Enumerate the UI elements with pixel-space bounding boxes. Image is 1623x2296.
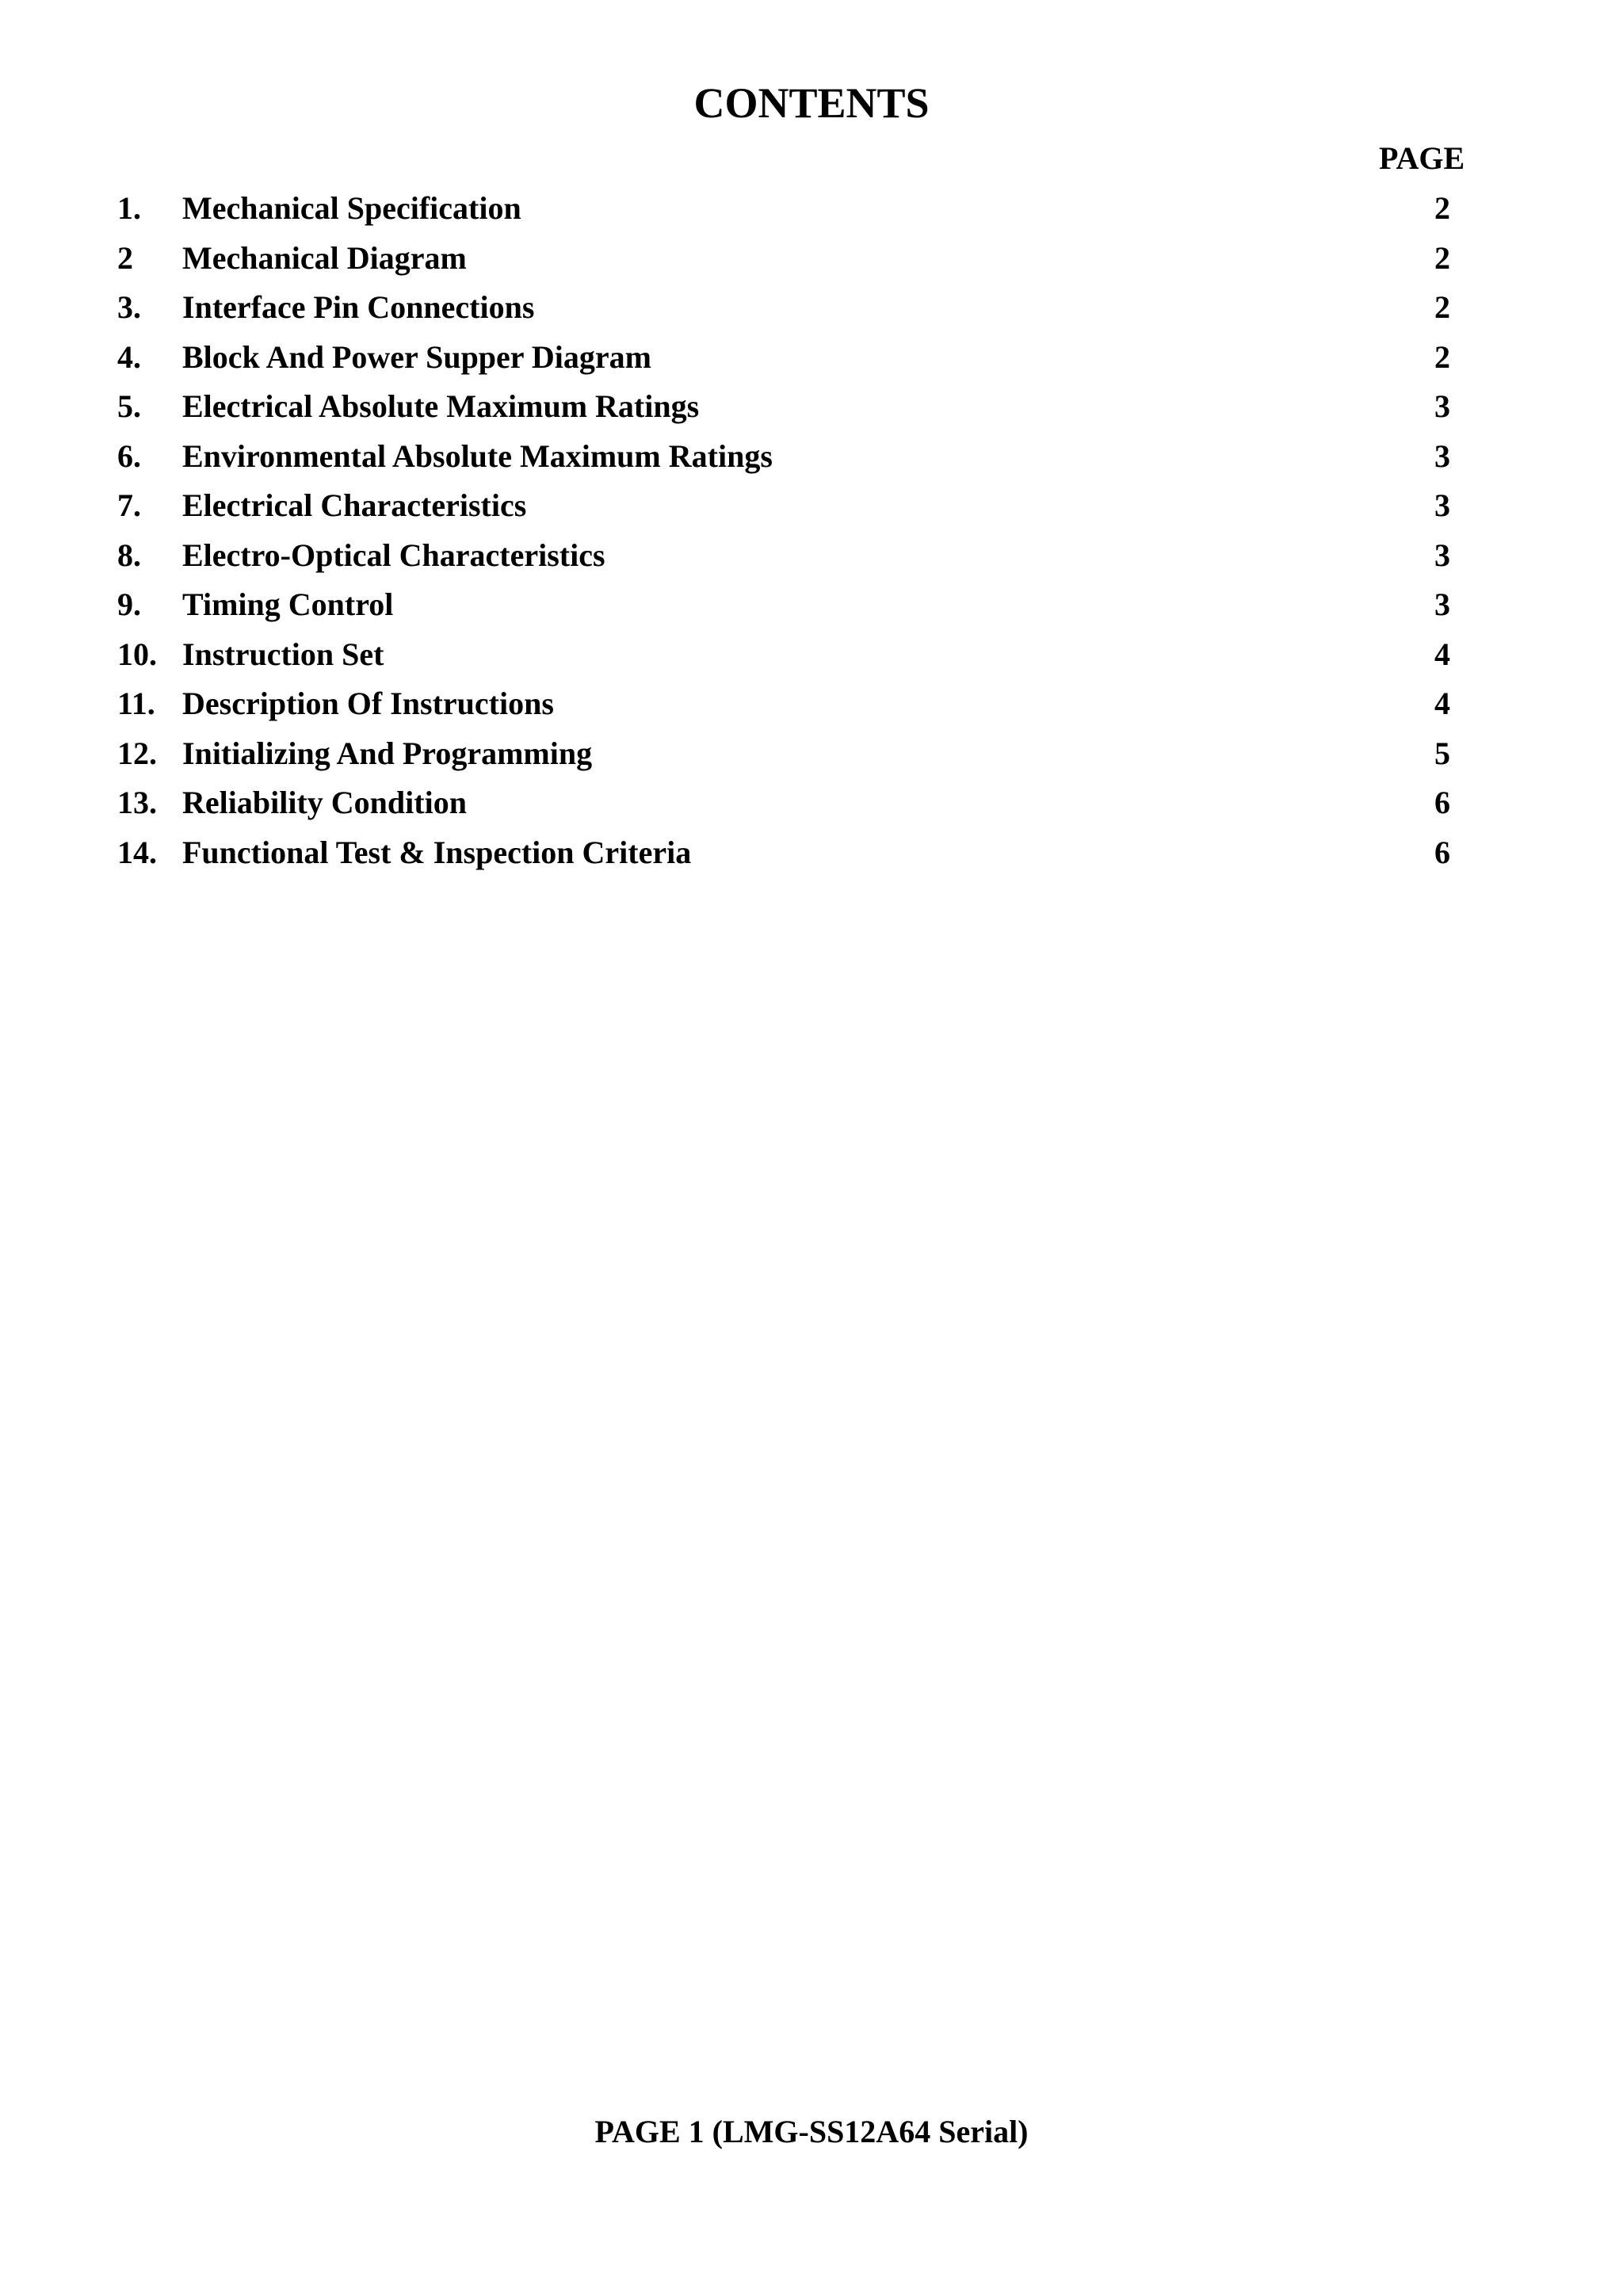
page-title: CONTENTS <box>693 79 930 127</box>
toc-entry <box>117 436 1465 486</box>
toc-entry <box>117 238 1465 288</box>
toc-entry-number: 3. <box>117 289 141 325</box>
toc-entry-label: Timing Control <box>182 586 394 622</box>
toc-entry-page: 3 <box>1434 437 1450 474</box>
toc-entry-page: 2 <box>1434 239 1450 276</box>
toc-entry-number: 4. <box>117 338 141 375</box>
toc-entry <box>117 535 1465 585</box>
toc-entry-label: Block And Power Supper Diagram <box>182 338 651 375</box>
toc-entry-number: 11. <box>117 686 155 721</box>
toc-entry-number: 9. <box>117 586 141 622</box>
toc-entry <box>117 782 1465 832</box>
table-of-contents <box>117 188 1465 881</box>
toc-entry-page: 3 <box>1434 388 1450 424</box>
toc-entry <box>117 832 1465 882</box>
page-column-header: PAGE <box>1379 140 1465 176</box>
toc-entry-label: Electrical Absolute Maximum Ratings <box>182 388 700 424</box>
toc-entry-page: 2 <box>1434 190 1450 226</box>
toc-entry-page: 3 <box>1434 586 1450 622</box>
toc-entry-page: 5 <box>1434 735 1450 771</box>
toc-entry-number: 6. <box>117 437 141 474</box>
toc-entry-page: 3 <box>1434 537 1450 573</box>
toc-entry-page: 6 <box>1434 785 1450 820</box>
toc-entry-number: 5. <box>117 388 141 424</box>
toc-entry-page: 3 <box>1434 487 1450 523</box>
toc-entry-label: Electrical Characteristics <box>182 487 527 523</box>
toc-entry-number: 2 <box>117 239 133 276</box>
toc-entry-page: 4 <box>1434 686 1450 721</box>
toc-entry <box>117 386 1465 436</box>
toc-entry-page: 6 <box>1434 834 1450 870</box>
toc-entry-number: 14. <box>117 834 157 870</box>
toc-entry <box>117 337 1465 387</box>
page-footer: PAGE 1 (LMG-SS12A64 Serial) <box>594 2114 1029 2149</box>
toc-entry <box>117 683 1465 733</box>
toc-entry <box>117 485 1465 535</box>
toc-entry <box>117 733 1465 783</box>
toc-entry-number: 13. <box>117 785 157 820</box>
toc-entry-label: Environmental Absolute Maximum Ratings <box>182 437 773 474</box>
toc-entry-number: 8. <box>117 537 141 573</box>
toc-entry <box>117 188 1465 238</box>
toc-entry-label: Instruction Set <box>182 636 384 672</box>
toc-entry-page: 4 <box>1434 636 1450 672</box>
toc-entry-label: Initializing And Programming <box>182 735 593 771</box>
toc-entry-number: 12. <box>117 735 157 771</box>
toc-entry <box>117 287 1465 337</box>
toc-entry-label: Mechanical Diagram <box>182 239 467 276</box>
toc-entry-number: 10. <box>117 636 157 672</box>
toc-entry-label: Interface Pin Connections <box>182 289 535 325</box>
toc-entry-label: Reliability Condition <box>182 785 467 820</box>
toc-entry-label: Electro-Optical Characteristics <box>182 537 605 573</box>
toc-entry-number: 7. <box>117 487 141 523</box>
toc-entry-label: Functional Test & Inspection Criteria <box>182 834 692 870</box>
toc-entry-label: Mechanical Specification <box>182 190 521 226</box>
toc-entry <box>117 634 1465 684</box>
toc-entry-number: 1. <box>117 190 141 226</box>
toc-entry <box>117 584 1465 634</box>
toc-entry-page: 2 <box>1434 289 1450 325</box>
toc-entry-page: 2 <box>1434 338 1450 375</box>
toc-entry-label: Description Of Instructions <box>182 686 554 721</box>
